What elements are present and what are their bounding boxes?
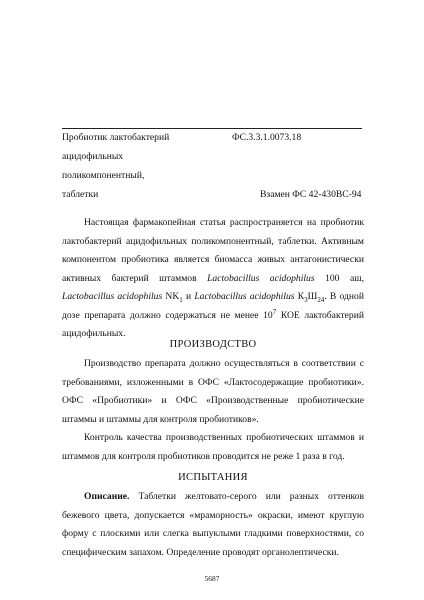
strain-1-name: Lactobacillus acidophilus xyxy=(207,272,315,284)
tests-heading: ИСПЫТАНИЯ xyxy=(178,472,248,483)
strain-1-code: 100 аш, xyxy=(314,272,364,284)
production-heading: ПРОИЗВОДСТВО xyxy=(169,339,257,350)
strain-2-code: NK xyxy=(162,291,180,302)
strain-3-code: К xyxy=(294,291,305,302)
replaces-code: Взамен ФС 42-430ВС-94 xyxy=(260,189,362,200)
monograph-code: ФС.3.3.1.0073.18 xyxy=(232,132,302,143)
description-text: Таблетки желтовато-серого или разных оттенков бежевого цвета, допускается «мраморность» окраски, имеют круглую форму с плоскими или слегка выпуклыми гладкими поверхностями, со специфическим запахом. Определение проводят органолептически. xyxy=(62,491,364,558)
page-number: 5687 xyxy=(204,574,220,583)
strain-3-subscript-2: 24 xyxy=(317,295,325,304)
intro-paragraph xyxy=(62,214,364,344)
intro-and: и xyxy=(182,291,195,302)
dose-exponent: 7 xyxy=(272,307,277,316)
production-paragraph-1: Производство препарата должно осуществляться в соответствии с требованиями, изложенными в ОФС «Лактосодержащие пробиотики». ОФС «Пробиотики» и ОФС «Производственные пробиотические штаммы и штаммы для контроля пробиотиков». xyxy=(62,358,364,425)
intro-text-3: КОЕ лактобактерий ацидофильных. xyxy=(62,309,364,339)
strain-3-name: Lactobacillus acidophilus xyxy=(194,291,295,302)
tests-section xyxy=(62,488,364,562)
production-section xyxy=(62,355,364,466)
intro-text-2: . В одной дозе препарата должно содержаться не менее 10 xyxy=(62,291,364,321)
header-top-rule xyxy=(62,128,362,129)
strain-2-name: Lactobacillus acidophilus xyxy=(62,291,163,302)
header-title-line-3: поликомпонентный, xyxy=(62,170,145,181)
header-title-line-1: Пробиотик лактобактерий xyxy=(62,132,170,143)
strain-3-code-2: Ш xyxy=(307,291,318,302)
intro-text-1: Настоящая фармакопейная статья распространяется на пробиотик лактобактерий ацидофильных поликомпонентный, таблетки. Активным компонентом пробиотика является биомасса живых антагонистически активных бактерий штаммов xyxy=(62,217,364,284)
production-paragraph-2: Контроль качества производственных пробиотических штаммов и штаммов для контроля пробиотиков проводится не реже 1 раза в год. xyxy=(62,432,364,462)
description-label: Описание. xyxy=(84,491,130,502)
strain-3-subscript-1: 3 xyxy=(304,295,308,304)
description-paragraph xyxy=(62,488,364,562)
strain-2-subscript: 1 xyxy=(179,295,183,304)
header-title-line-4: таблетки xyxy=(62,189,99,200)
header-title-line-2: ацидофильных xyxy=(62,151,124,162)
